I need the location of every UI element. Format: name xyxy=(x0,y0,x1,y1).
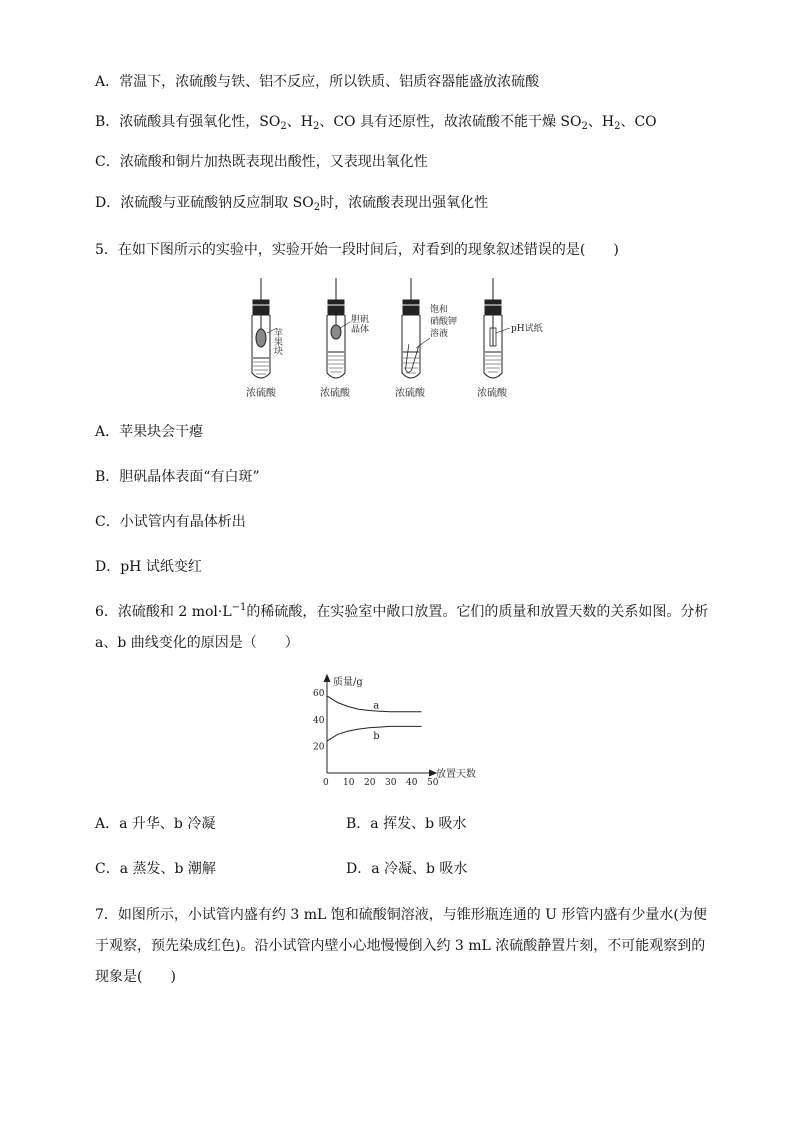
tube2-label-line1: 胆矾 xyxy=(351,315,370,325)
bottom-label-4: 浓硫酸 xyxy=(477,388,507,399)
tube-ph-paper xyxy=(484,278,510,378)
tube1-label: 苹果块 xyxy=(272,328,282,355)
q6-stem-line2: a、b 曲线变化的原因是（ ） xyxy=(95,635,299,651)
q4-option-d: D．浓硫酸与亚硫酸钠反应制取 $SO_2$时，浓硫酸表现出强氧化性 xyxy=(95,195,489,213)
q7-stem-line3: 现象是( ) xyxy=(95,969,176,985)
x-tick-label: 20 xyxy=(364,778,376,788)
series-label-a: a xyxy=(373,700,380,712)
x-tick-label: 10 xyxy=(343,778,355,788)
q6-mass-days-chart xyxy=(305,672,485,794)
bottom-label-1: 浓硫酸 xyxy=(246,388,276,399)
series-label-b: b xyxy=(373,730,380,742)
x-tick-label: 40 xyxy=(406,778,418,788)
q6-option-b: B．a 挥发、b 吸水 xyxy=(346,816,467,832)
q5-option-c: C．小试管内有晶体析出 xyxy=(95,514,246,530)
q6-option-d: D．a 冷凝、b 吸水 xyxy=(346,861,468,877)
y-tick-label: 20 xyxy=(313,742,325,753)
y-tick-label: 40 xyxy=(313,715,325,726)
tube4-label: pH试纸 xyxy=(511,324,543,334)
q5-stem: 5．在如下图所示的实验中，实验开始一段时间后，对看到的现象叙述错误的是( ) xyxy=(95,242,619,258)
bottom-label-3: 浓硫酸 xyxy=(395,388,425,399)
q7-stem-line2: 于观察，预先染成红色)。沿小试管内壁小心地慢慢倒入约 3 mL 浓硫酸静置片刻，不可能观察到的 xyxy=(95,938,706,954)
tube3-label-line2: 硝酸钾 xyxy=(430,317,458,327)
chart-xlabel: 放置天数 xyxy=(436,769,476,780)
tube2-label-line2: 晶体 xyxy=(351,325,370,335)
bottom-label-2: 浓硫酸 xyxy=(320,388,350,399)
tube3-label-line1: 饱和 xyxy=(430,305,449,315)
q6-option-c: C．a 蒸发、b 潮解 xyxy=(95,861,216,877)
q4-option-a: A．常温下，浓硫酸与铁、铝不反应，所以铁质、铝质容器能盛放浓硫酸 xyxy=(95,74,540,90)
x-tick-label: 30 xyxy=(385,778,397,788)
q6-stem-line1: 6．浓硫酸和 2 $mol\cdot L^{-1}$的稀硫酸，在实验室中敞口放置。它们的质量和放置天数的关系如图。分析 xyxy=(95,602,709,620)
q5-option-a: A．苹果块会干瘪 xyxy=(95,424,204,440)
q4-option-b: B．浓硫酸具有强氧化性，$SO_2$、$H_2$、CO 具有还原性，故浓硫酸不能干燥 $SO_2$、$H_2$、CO xyxy=(95,114,657,132)
tube3-label-line3: 溶液 xyxy=(430,329,449,339)
tube-blue-vitriol xyxy=(327,278,350,378)
q7-stem-line1: 7．如图所示，小试管内盛有约 3 mL 饱和硫酸铜溶液，与锥形瓶连通的 U 形管内盛有少量水(为便 xyxy=(95,907,707,923)
tube-kno3 xyxy=(402,278,430,378)
q4-option-c: C．浓硫酸和铜片加热既表现出酸性，又表现出氧化性 xyxy=(95,154,428,170)
q6-option-a: A．a 升华、b 冷凝 xyxy=(95,816,216,832)
chart-ylabel: 质量/g xyxy=(333,677,363,688)
q5-option-b: B．胆矾晶体表面“有白斑” xyxy=(95,469,260,485)
x-tick-label: 50 xyxy=(427,778,439,788)
y-tick-label: 60 xyxy=(313,689,325,700)
q5-option-d: D．pH 试纸变红 xyxy=(95,559,202,575)
q5-test-tubes-figure xyxy=(240,278,543,403)
x-tick-label: 0 xyxy=(323,778,329,788)
